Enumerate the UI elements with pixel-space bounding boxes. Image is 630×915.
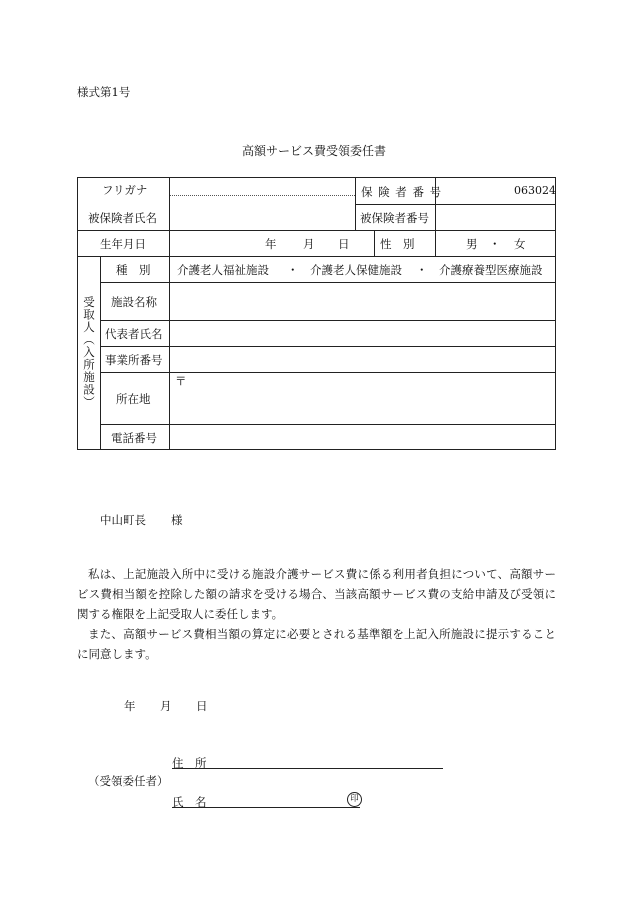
kind-label: 種 別 bbox=[116, 263, 151, 277]
birth-day-label: 日 bbox=[338, 237, 350, 251]
office-number-label: 事業所番号 bbox=[105, 353, 163, 367]
kind-separator-1: ・ bbox=[287, 263, 299, 277]
recipient-group-label: 受取人（入所施設） bbox=[82, 296, 96, 409]
consent-paragraph-1: 私は、上記施設入所中に受ける施設介護サービス費に係る利用者負担について、高額サービス費相当額を控除した額の請求を受ける場合、当該高額サービス費の支給申請及び受領に関する権限を上記受取人に委任します。 bbox=[77, 567, 556, 621]
office-number-field[interactable] bbox=[170, 347, 555, 371]
birthdate-label: 生年月日 bbox=[100, 237, 146, 251]
phone-field[interactable] bbox=[170, 425, 555, 449]
page-title: 高額サービス費受領委任書 bbox=[242, 144, 387, 158]
furigana-label: フリガナ bbox=[102, 183, 148, 197]
facility-name-label: 施設名称 bbox=[111, 295, 157, 309]
sign-year-label: 年 bbox=[124, 699, 136, 713]
signature-name-line[interactable] bbox=[172, 807, 360, 808]
insured-number-field[interactable] bbox=[436, 205, 555, 229]
kind-option-welfare[interactable]: 介護老人福祉施設 bbox=[177, 263, 269, 277]
consent-paragraph-2: また、高額サービス費相当額の算定に必要とされる基準額を上記入所施設に提示することに同意します。 bbox=[77, 627, 556, 661]
signature-name-label: 氏 名 bbox=[172, 795, 207, 809]
sex-female-option[interactable]: 女 bbox=[514, 237, 526, 251]
seal-mark: 印 bbox=[347, 792, 362, 807]
insurer-number-label: 保 険 者 番 号 bbox=[361, 185, 443, 199]
insured-name-label: 被保険者氏名 bbox=[88, 211, 157, 225]
form-number: 様式第1号 bbox=[77, 85, 131, 99]
kind-separator-2: ・ bbox=[416, 263, 428, 277]
kind-option-health[interactable]: 介護老人保健施設 bbox=[310, 263, 402, 277]
birth-month-label: 月 bbox=[303, 237, 315, 251]
addressee-name: 中山町長 bbox=[100, 513, 146, 527]
recipient-table bbox=[77, 177, 556, 450]
representative-label: 代表者氏名 bbox=[105, 327, 163, 341]
insured-number-label: 被保険者番号 bbox=[360, 211, 429, 225]
signature-address-label: 住 所 bbox=[172, 756, 207, 770]
birth-year-label: 年 bbox=[265, 237, 277, 251]
sex-separator: ・ bbox=[489, 237, 501, 251]
kind-option-medical[interactable]: 介護療養型医療施設 bbox=[439, 263, 543, 277]
sex-label: 性 別 bbox=[380, 237, 415, 251]
delegator-label: （受領委任者） bbox=[88, 774, 169, 788]
address-label: 所在地 bbox=[116, 392, 151, 406]
representative-field[interactable] bbox=[170, 321, 555, 345]
addressee-honorific: 様 bbox=[171, 513, 183, 527]
postal-mark: 〒 bbox=[175, 374, 187, 388]
insured-name-field[interactable] bbox=[170, 197, 354, 229]
sign-day-label: 日 bbox=[196, 699, 208, 713]
insurer-number-value: 063024 bbox=[514, 184, 556, 197]
furigana-field[interactable] bbox=[170, 179, 354, 194]
sign-month-label: 月 bbox=[160, 699, 172, 713]
phone-label: 電話番号 bbox=[111, 431, 157, 445]
sex-male-option[interactable]: 男 bbox=[466, 237, 478, 251]
address-field[interactable] bbox=[170, 373, 555, 423]
facility-name-field[interactable] bbox=[170, 283, 555, 319]
signature-address-line[interactable] bbox=[172, 768, 443, 769]
